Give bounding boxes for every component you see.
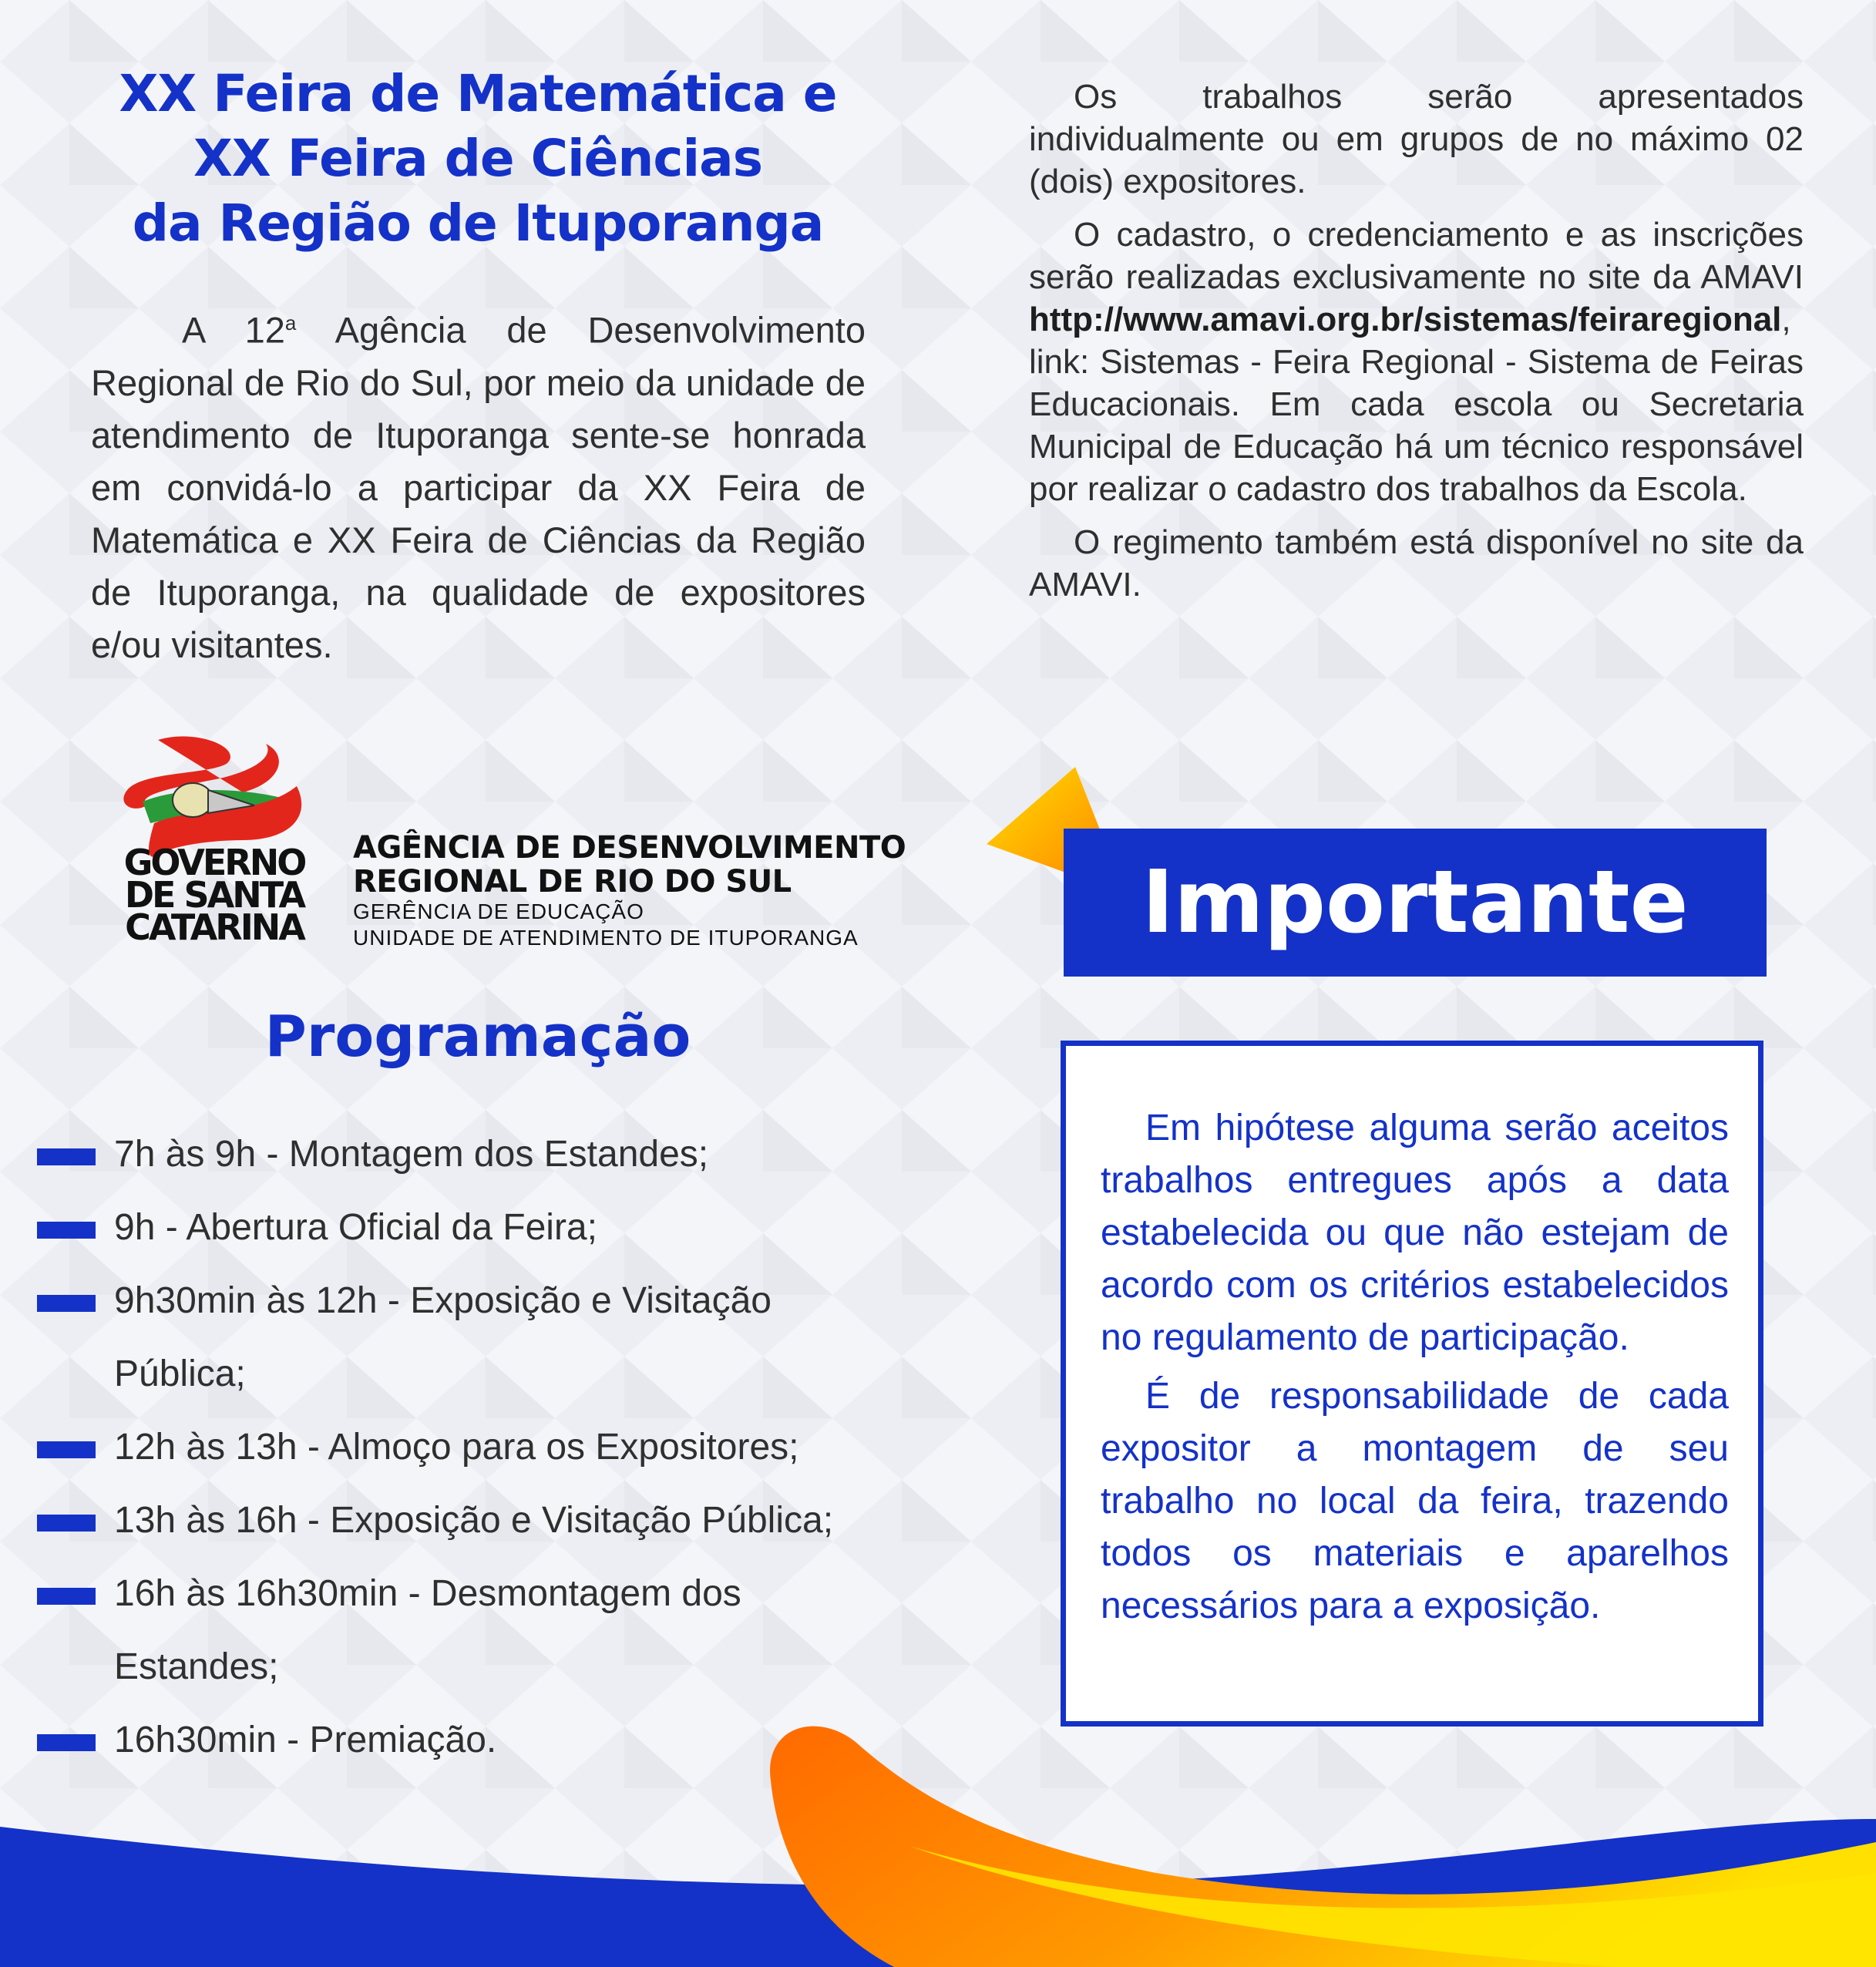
amavi-url-link[interactable]: http://www.amavi.org.br/sistemas/feiraregional [1029, 301, 1782, 338]
schedule-item [37, 1484, 885, 1557]
schedule-item [37, 1703, 885, 1777]
intro-ordinal: 12 [244, 309, 285, 351]
gov-line-1: GOVERNO [123, 842, 305, 883]
schedule-item-text: 16h às 16h30min - Desmontagem dos Estandes; [114, 1573, 741, 1687]
gov-line-2: DE SANTA [124, 874, 304, 916]
schedule-item-text: 12h às 13h - Almoço para os Expositores; [114, 1427, 799, 1468]
intro-paragraph [91, 297, 866, 671]
bullet-bar-icon [37, 1222, 96, 1239]
schedule-item [37, 1264, 885, 1411]
gov-line-3: CATARINA [125, 906, 304, 948]
title-line-1: XX Feira de Matemática e [119, 64, 837, 123]
intro-prefix: A [182, 309, 245, 351]
importante-text [1101, 1102, 1729, 1639]
bullet-bar-icon [37, 1515, 96, 1532]
agency-line-1: AGÊNCIA DE DESENVOLVIMENTO [353, 830, 906, 866]
registration-info [1029, 76, 1804, 617]
title-line-2: XX Feira de Ciências [193, 129, 762, 188]
importante-paragraph-1: Em hipótese alguma serão aceitos trabalhos entregues após a data estabelecida ou que não estejam de acordo com os critérios estabelecidos no regulamento de participação. [1101, 1108, 1729, 1358]
programacao-title: Programação [264, 1004, 691, 1070]
intro-text: Agência de Desenvolvimento Regional de Rio do Sul, por meio da unidade de atendimento de Ituporanga sente-se honrada em convidá-lo a participar da XX Feira de Matemática e XX Feira de Ciências da Região de Ituporanga, na qualidade de expositores e/ou visitantes. [91, 309, 866, 665]
importante-title: Importante [1141, 852, 1689, 953]
schedule-item-text: 9h30min às 12h - Exposição e Visitação Pública; [114, 1280, 772, 1394]
importante-paragraph-2: É de responsabilidade de cada expositor a montagem de seu trabalho no local da feira, trazendo todos os materiais e aparelhos necessários para a exposição. [1101, 1376, 1729, 1626]
agency-line-2: REGIONAL DE RIO DO SUL [353, 864, 792, 899]
info-p2-before: O cadastro, o credenciamento e as inscrições serão realizadas exclusivamente no site da AMAVI [1029, 216, 1804, 296]
governo-santa-catarina-wordmark [114, 842, 314, 948]
schedule-item [37, 1191, 885, 1264]
title-line-3: da Região de Ituporanga [132, 193, 824, 253]
schedule-list [37, 1118, 885, 1777]
importante-banner [1064, 829, 1767, 977]
agency-name [353, 830, 906, 951]
schedule-item [37, 1557, 885, 1703]
bullet-bar-icon [37, 1295, 96, 1312]
info-p2-after: , link: Sistemas - Feira Regional - Sistema de Feiras Educacionais. Em cada escola ou Secretaria Municipal de Educação há um técnico responsável por realizar o cadastro dos trabalhos da Escola. [1029, 301, 1804, 508]
bullet-bar-icon [37, 1734, 96, 1751]
bullet-bar-icon [37, 1441, 96, 1458]
schedule-item-text: 13h às 16h - Exposição e Visitação Pública; [114, 1500, 834, 1541]
info-paragraph-1: Os trabalhos serão apresentados individualmente ou em grupos de no máximo 02 (dois) expositores. [1029, 78, 1804, 200]
bullet-bar-icon [37, 1588, 96, 1605]
schedule-item-text: 16h30min - Premiação. [114, 1720, 497, 1760]
schedule-item [37, 1118, 885, 1191]
intro-ordinal-suffix: a [284, 311, 297, 335]
agency-line-4: UNIDADE DE ATENDIMENTO DE ITUPORANGA [353, 926, 859, 950]
bullet-bar-icon [37, 1148, 96, 1165]
info-paragraph-3: O regimento também está disponível no site da AMAVI. [1029, 523, 1804, 604]
agency-line-3: GERÊNCIA DE EDUCAÇÃO [353, 899, 644, 923]
schedule-item-text: 7h às 9h - Montagem dos Estandes; [114, 1134, 709, 1175]
event-title [85, 62, 871, 256]
schedule-item-text: 9h - Abertura Oficial da Feira; [114, 1207, 597, 1248]
info-paragraph-2 [1029, 214, 1804, 510]
schedule-item [37, 1411, 885, 1484]
